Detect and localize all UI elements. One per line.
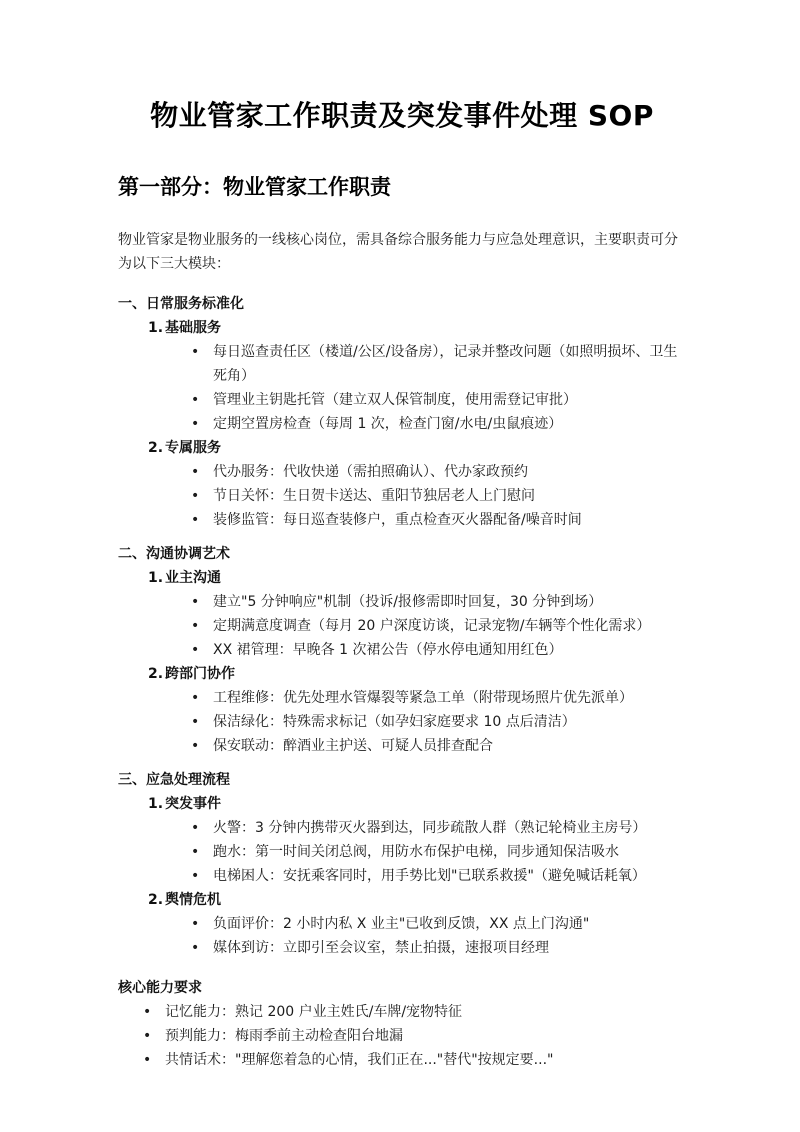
numbered-item: [118, 316, 686, 340]
intro-paragraph: 物业管家是物业服务的一线核心岗位，需具备综合服务能力与应急处理意识，主要职责可分为以下三大模块：: [118, 232, 678, 272]
numbered-item-label: 业主沟通: [165, 570, 221, 586]
numbered-item: [118, 792, 686, 816]
bullet-icon: [191, 734, 213, 758]
numbered-item: [118, 662, 686, 686]
section-core-skills: [118, 976, 686, 1072]
bullet-item: [118, 840, 686, 864]
bullet-text: 管理业主钥匙托管（建立双人保管制度，使用需登记审批）: [213, 392, 577, 408]
bullet-item: [118, 638, 686, 662]
bullet-text: 火警：3 分钟内携带灭火器到达，同步疏散人群（熟记轮椅业主房号）: [213, 820, 647, 836]
section-emergency: [118, 768, 686, 960]
bullet-icon: [191, 484, 213, 508]
bullet-text: 共情话术："理解您着急的心情，我们正在..."替代"按规定要...": [165, 1052, 554, 1068]
bullet-icon: [191, 686, 213, 710]
section-communication: [118, 542, 686, 758]
bullet-text: 记忆能力：熟记 200 户业主姓氏/车牌/宠物特征: [165, 1004, 463, 1020]
bullet-text: 保安联动：醉酒业主护送、可疑人员排查配合: [213, 738, 493, 754]
numbered-item-marker: 1.: [148, 570, 164, 586]
bullet-text: 工程维修：优先处理水管爆裂等紧急工单（附带现场照片优先派单）: [213, 690, 633, 706]
bullet-icon: [143, 1024, 165, 1048]
bullet-item: [118, 590, 686, 614]
bullet-item: [118, 340, 686, 388]
bullet-text: 装修监管：每日巡查装修户，重点检查灭火器配备/噪音时间: [213, 512, 582, 528]
numbered-item-marker: 2.: [148, 666, 164, 682]
numbered-item-label: 基础服务: [165, 320, 221, 336]
numbered-item-marker: 1.: [148, 796, 164, 812]
numbered-item-marker: 1.: [148, 320, 164, 336]
numbered-item-label: 跨部门协作: [165, 666, 235, 682]
bullet-icon: [191, 460, 213, 484]
bullet-text: 建立"5 分钟响应"机制（投诉/报修需即时回复，30 分钟到场）: [213, 594, 603, 610]
bullet-item: [118, 388, 686, 412]
doc-title: 物业管家工作职责及突发事件处理 SOP: [150, 99, 654, 132]
bullet-text: 媒体到访：立即引至会议室，禁止拍摄，速报项目经理: [213, 940, 549, 956]
bullet-item: [118, 734, 686, 758]
bullet-item: [118, 1000, 686, 1024]
numbered-item: [118, 436, 686, 460]
bullet-item: [118, 1048, 686, 1072]
bullet-icon: [191, 936, 213, 960]
bullet-icon: [191, 864, 213, 888]
bullet-item: [118, 508, 686, 532]
bullet-text: 节日关怀：生日贺卡送达、重阳节独居老人上门慰问: [213, 488, 535, 504]
section-heading: 一、日常服务标准化: [118, 296, 244, 312]
bullet-item: [118, 484, 686, 508]
bullet-icon: [191, 590, 213, 614]
bullet-text: 预判能力：梅雨季前主动检查阳台地漏: [165, 1028, 403, 1044]
bullet-icon: [143, 1000, 165, 1024]
bullet-item: [118, 936, 686, 960]
bullet-text: 定期空置房检查（每周 1 次，检查门窗/水电/虫鼠痕迹）: [213, 416, 563, 432]
bullet-icon: [191, 508, 213, 532]
bullet-text: 保洁绿化：特殊需求标记（如孕妇家庭要求 10 点后清洁）: [213, 714, 576, 730]
numbered-item-label: 舆情危机: [165, 892, 221, 908]
bullet-text: 每日巡查责任区（楼道/公区/设备房），记录并整改问题（如照明损坏、卫生死角）: [213, 344, 678, 384]
bullet-icon: [191, 614, 213, 638]
bullet-text: 负面评价：2 小时内私 X 业主"已收到反馈，XX 点上门沟通": [213, 916, 590, 932]
numbered-item-label: 专属服务: [165, 440, 221, 456]
bullet-icon: [143, 1048, 165, 1072]
bullet-icon: [191, 912, 213, 936]
bullet-icon: [191, 840, 213, 864]
section-heading: 三、应急处理流程: [118, 772, 230, 788]
section-heading: 核心能力要求: [118, 980, 202, 996]
bullet-item: [118, 864, 686, 888]
part-heading: 第一部分：物业管家工作职责: [118, 175, 391, 199]
section-heading: 二、沟通协调艺术: [118, 546, 230, 562]
bullet-text: 代办服务：代收快递（需拍照确认）、代办家政预约: [213, 464, 528, 480]
bullet-icon: [191, 340, 213, 364]
bullet-text: 跑水：第一时间关闭总阀，用防水布保护电梯，同步通知保洁吸水: [213, 844, 619, 860]
bullet-icon: [191, 638, 213, 662]
bullet-icon: [191, 816, 213, 840]
bullet-item: [118, 710, 686, 734]
numbered-item-marker: 2.: [148, 440, 164, 456]
bullet-text: 定期满意度调查（每月 20 户深度访谈，记录宠物/车辆等个性化需求）: [213, 618, 651, 634]
bullet-item: [118, 460, 686, 484]
bullet-item: [118, 912, 686, 936]
bullet-text: 电梯困人：安抚乘客同时，用手势比划"已联系救援"（避免喊话耗氧）: [213, 868, 646, 884]
numbered-item: [118, 566, 686, 590]
numbered-item-marker: 2.: [148, 892, 164, 908]
bullet-item: [118, 686, 686, 710]
section-daily-service: [118, 292, 686, 532]
bullet-item: [118, 816, 686, 840]
bullet-icon: [191, 388, 213, 412]
bullet-item: [118, 412, 686, 436]
bullet-text: XX 裙管理：早晚各 1 次裙公告（停水停电通知用红色）: [213, 642, 563, 658]
bullet-icon: [191, 412, 213, 436]
bullet-item: [118, 614, 686, 638]
numbered-item: [118, 888, 686, 912]
bullet-item: [118, 1024, 686, 1048]
bullet-icon: [191, 710, 213, 734]
numbered-item-label: 突发事件: [165, 796, 221, 812]
